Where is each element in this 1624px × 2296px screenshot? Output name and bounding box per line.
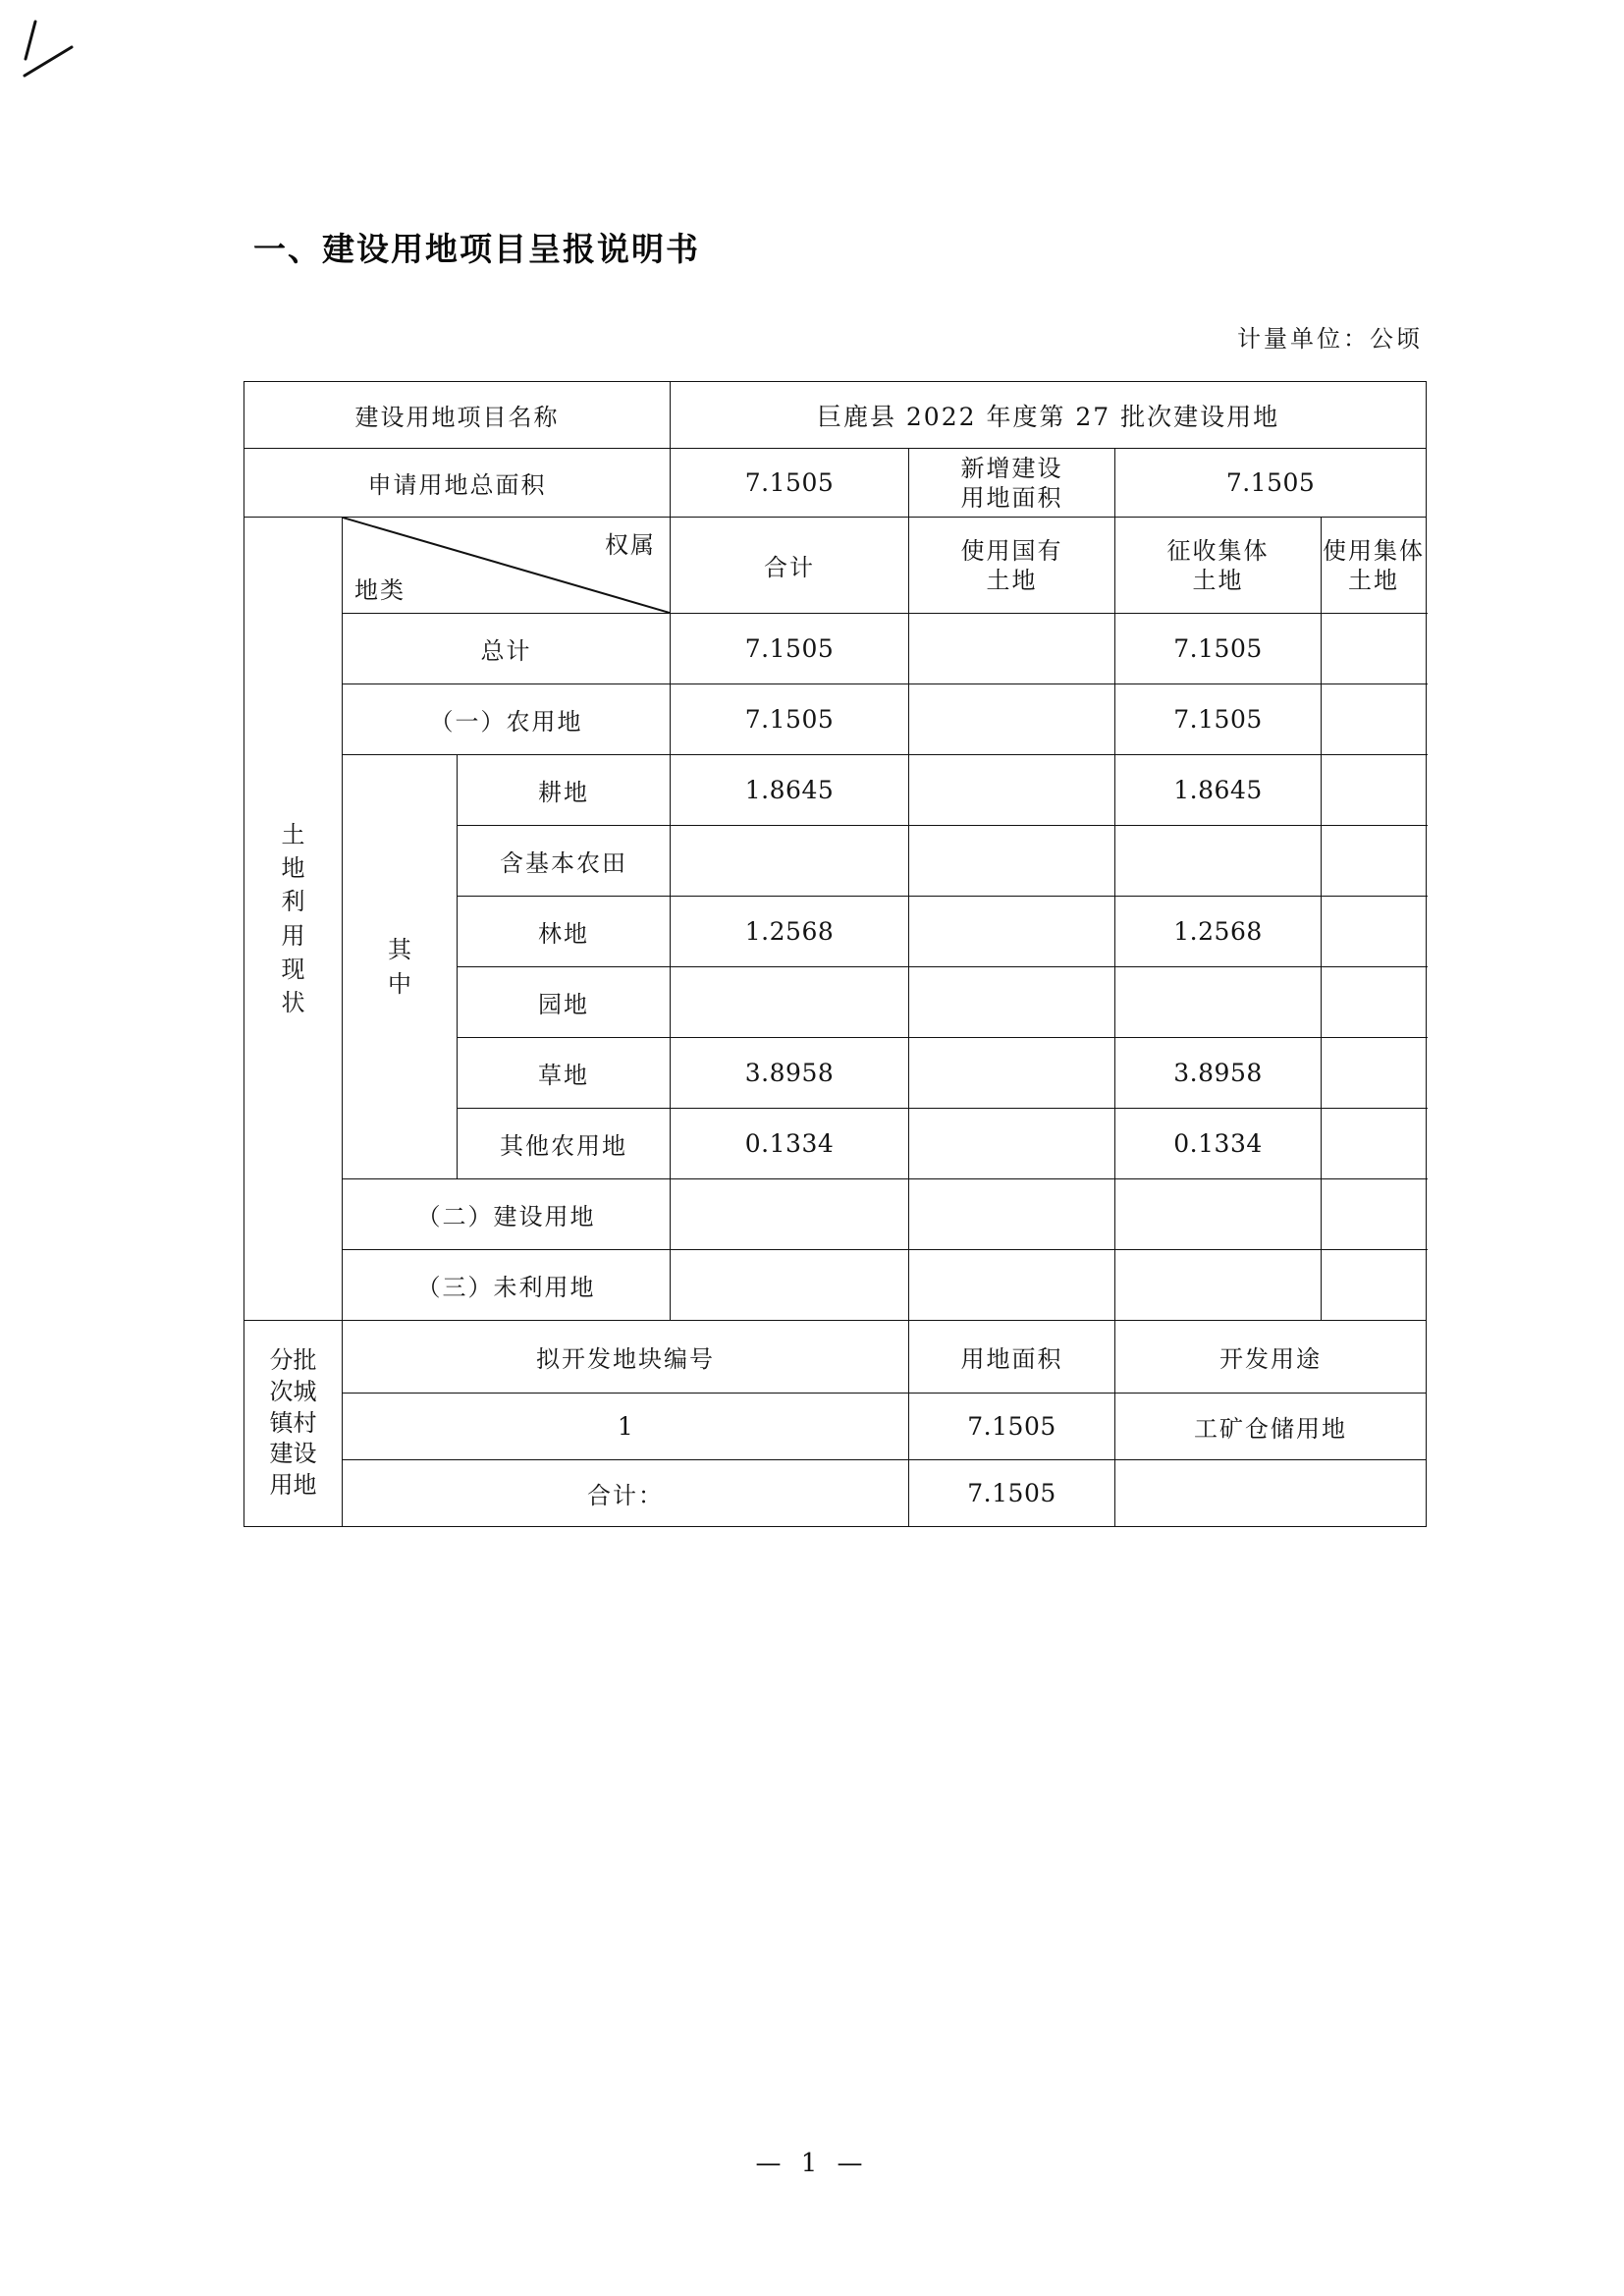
row-collective-use xyxy=(1322,755,1427,826)
page-number-footer: — 1 — xyxy=(755,2149,869,2178)
row-total: 1.8645 xyxy=(671,755,909,826)
row-label: （一）农用地 xyxy=(343,684,671,755)
table-row-parcel-sum xyxy=(244,1460,1427,1527)
construction-land-report-table xyxy=(244,381,1427,1527)
row-total: 0.1334 xyxy=(671,1109,909,1179)
project-name-label: 建设用地项目名称 xyxy=(244,382,671,449)
scan-artifact-strokes xyxy=(0,0,137,88)
total-area-value: 7.1505 xyxy=(671,449,909,518)
project-name-value: 巨鹿县 2022 年度第 27 批次建设用地 xyxy=(671,382,1427,449)
row-label: （二）建设用地 xyxy=(343,1179,671,1250)
vertical-label-char: 用 xyxy=(281,921,305,950)
row-label: 含基本农田 xyxy=(458,826,671,897)
side-label-land-use-status xyxy=(244,518,343,1321)
row-collective-use xyxy=(1322,1250,1427,1321)
page-title: 一、建设用地项目呈报说明书 xyxy=(253,230,700,268)
row-label: 耕地 xyxy=(458,755,671,826)
row-collective-use xyxy=(1322,684,1427,755)
vertical-label-char: 土 xyxy=(281,821,305,849)
measurement-unit-note: 计量单位：公顷 xyxy=(1237,325,1423,353)
header-state-owned-line1: 使用国有 xyxy=(960,536,1063,565)
header-collective-acquire-line2: 土地 xyxy=(1192,566,1244,594)
new-construction-area-label-line2: 用地面积 xyxy=(960,483,1063,512)
header-state-owned-column xyxy=(909,518,1115,614)
row-collective-acquire: 7.1505 xyxy=(1115,614,1322,684)
row-collective-acquire xyxy=(1115,1179,1322,1250)
vertical-label-char: 建设 xyxy=(269,1440,317,1468)
row-collective-acquire xyxy=(1115,826,1322,897)
parcel-sum-label: 合计： xyxy=(343,1460,909,1527)
row-collective-acquire xyxy=(1115,1250,1322,1321)
row-total xyxy=(671,1250,909,1321)
vertical-label-char: 地 xyxy=(281,854,305,883)
header-parcel-number: 拟开发地块编号 xyxy=(343,1321,909,1394)
header-collective-use-line1: 使用集体 xyxy=(1323,536,1426,565)
row-collective-acquire: 1.2568 xyxy=(1115,897,1322,967)
row-collective-acquire xyxy=(1115,967,1322,1038)
row-collective-use xyxy=(1322,1038,1427,1109)
header-total-column: 合计 xyxy=(671,518,909,614)
row-collective-use xyxy=(1322,614,1427,684)
new-construction-area-label-line1: 新增建设 xyxy=(960,454,1063,482)
row-state-owned xyxy=(909,897,1115,967)
row-label: 园地 xyxy=(458,967,671,1038)
row-collective-acquire: 1.8645 xyxy=(1115,755,1322,826)
table-row-parcel-headers xyxy=(244,1321,1427,1394)
total-area-label: 申请用地总面积 xyxy=(244,449,671,518)
header-collective-use-line2: 土地 xyxy=(1348,566,1400,594)
row-total: 7.1505 xyxy=(671,614,909,684)
row-label: 草地 xyxy=(458,1038,671,1109)
table-row xyxy=(244,755,1427,826)
vertical-label-char: 利 xyxy=(281,888,305,916)
vertical-label-char: 其 xyxy=(388,936,411,964)
row-state-owned xyxy=(909,1250,1115,1321)
new-construction-area-label xyxy=(909,449,1115,518)
table-row-column-headers xyxy=(244,518,1427,614)
header-landtype-label: 地类 xyxy=(354,576,406,604)
row-label: 其他农用地 xyxy=(458,1109,671,1179)
header-state-owned-line2: 土地 xyxy=(986,566,1038,594)
vertical-label-char: 镇村 xyxy=(269,1408,317,1437)
row-state-owned xyxy=(909,755,1115,826)
vertical-label-char: 分批 xyxy=(269,1346,317,1375)
row-total xyxy=(671,967,909,1038)
row-total: 7.1505 xyxy=(671,684,909,755)
row-total: 1.2568 xyxy=(671,897,909,967)
vertical-label-char: 次城 xyxy=(269,1377,317,1405)
table-row xyxy=(244,1250,1427,1321)
side-label-land-use-status-text xyxy=(244,818,342,1018)
parcel-sum-area: 7.1505 xyxy=(909,1460,1115,1527)
new-construction-area-value: 7.1505 xyxy=(1115,449,1427,518)
row-label: （三）未利用地 xyxy=(343,1250,671,1321)
side-label-sub-category xyxy=(343,755,458,1179)
row-label: 林地 xyxy=(458,897,671,967)
row-total xyxy=(671,1179,909,1250)
table-row-project-name xyxy=(244,382,1427,449)
row-collective-use xyxy=(1322,897,1427,967)
table-row-total-area xyxy=(244,449,1427,518)
header-collective-use-column xyxy=(1322,518,1427,614)
header-collective-acquire-line1: 征收集体 xyxy=(1166,536,1270,565)
side-label-sub-category-text xyxy=(343,933,457,1000)
vertical-label-char: 现 xyxy=(281,955,305,983)
header-parcel-purpose: 开发用途 xyxy=(1115,1321,1427,1394)
row-collective-use xyxy=(1322,826,1427,897)
table-row xyxy=(244,1179,1427,1250)
row-state-owned xyxy=(909,1109,1115,1179)
table-row xyxy=(244,684,1427,755)
parcel-area-value: 7.1505 xyxy=(909,1394,1115,1460)
row-state-owned xyxy=(909,1179,1115,1250)
row-total xyxy=(671,826,909,897)
header-ownership-label: 权属 xyxy=(605,531,657,559)
row-state-owned xyxy=(909,684,1115,755)
side-label-batch-village-land xyxy=(244,1321,343,1527)
row-collective-use xyxy=(1322,967,1427,1038)
vertical-label-char: 中 xyxy=(388,969,411,998)
row-state-owned xyxy=(909,1038,1115,1109)
row-collective-acquire: 7.1505 xyxy=(1115,684,1322,755)
table-row-parcel-data xyxy=(244,1394,1427,1460)
parcel-purpose-value: 工矿仓储用地 xyxy=(1115,1394,1427,1460)
row-total: 3.8958 xyxy=(671,1038,909,1109)
row-collective-acquire: 0.1334 xyxy=(1115,1109,1322,1179)
side-label-batch-village-land-text xyxy=(244,1345,342,1501)
vertical-label-char: 用地 xyxy=(269,1471,317,1499)
row-state-owned xyxy=(909,826,1115,897)
row-state-owned xyxy=(909,967,1115,1038)
row-collective-acquire: 3.8958 xyxy=(1115,1038,1322,1109)
row-label: 总计 xyxy=(343,614,671,684)
table-row xyxy=(244,614,1427,684)
header-collective-acquire-column xyxy=(1115,518,1322,614)
parcel-number-value: 1 xyxy=(343,1394,909,1460)
parcel-sum-purpose xyxy=(1115,1460,1427,1527)
row-collective-use xyxy=(1322,1109,1427,1179)
header-diagonal-cell xyxy=(343,518,671,614)
vertical-label-char: 状 xyxy=(281,988,305,1016)
row-state-owned xyxy=(909,614,1115,684)
row-collective-use xyxy=(1322,1179,1427,1250)
header-parcel-area: 用地面积 xyxy=(909,1321,1115,1394)
